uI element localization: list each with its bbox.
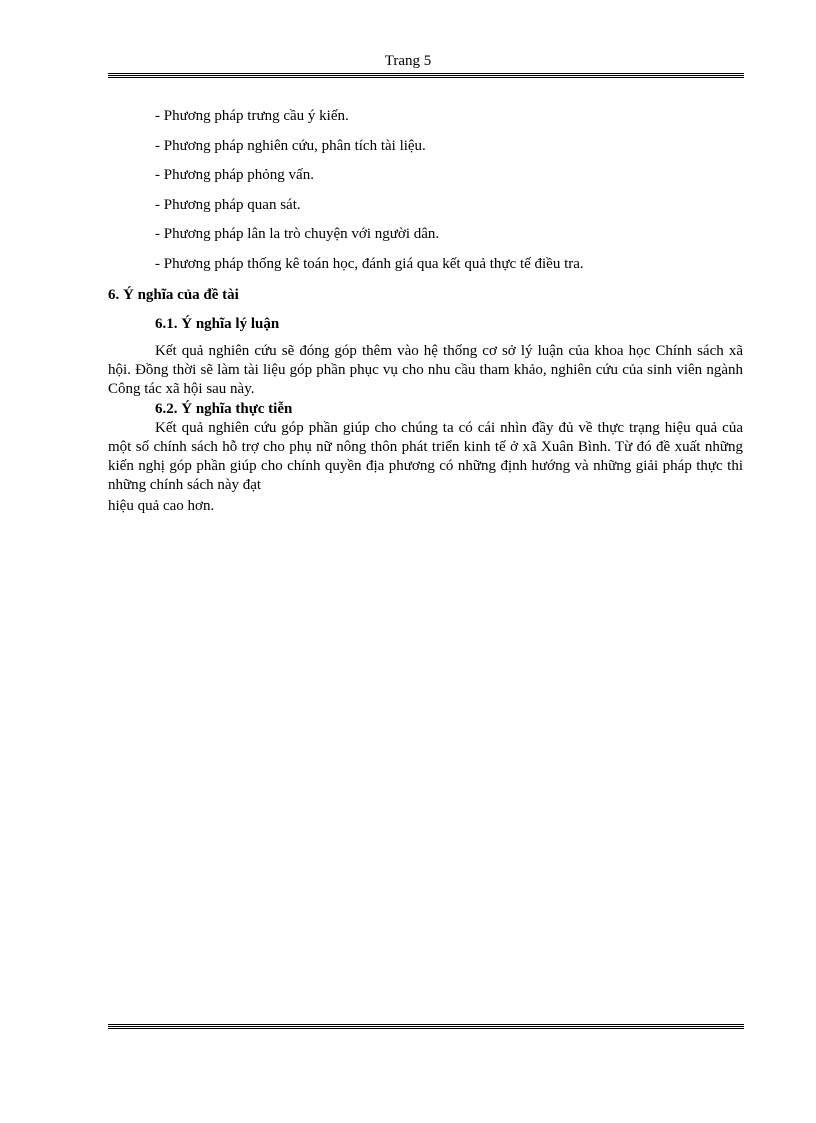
paragraph-practice: Kết quả nghiên cứu góp phần giúp cho chúng ta có cái nhìn đầy đủ về thực trạng hiệu quả của một số chính sách hỗ trợ cho phụ nữ nông thôn phát triển kinh tế ở xã Xuân Bình. Từ đó đề xuất những kiến nghị góp phần giúp cho chính quyền địa phương có những định hướng và những giải pháp thực thi những chính sách này đạt [108, 419, 743, 493]
method-item: - Phương pháp phỏng vấn. [155, 167, 314, 184]
paragraph-practice-tail: hiệu quả cao hơn. [108, 497, 215, 514]
subsection-heading-theory: 6.1. Ý nghĩa lý luận [155, 315, 280, 332]
paragraph-theory: Kết quả nghiên cứu sẽ đóng góp thêm vào hệ thống cơ sở lý luận của khoa học Chính sách xã hội. Đồng thời sẽ làm tài liệu góp phần phục vụ cho nhu cầu tham khảo, nghiên cứu của sinh viên ngành Công tác xã hội sau này. [108, 342, 743, 397]
header-rule [108, 73, 744, 78]
footer-rule [108, 1024, 744, 1029]
section-heading: 6. Ý nghĩa của đề tài [108, 286, 239, 303]
page-header [0, 52, 816, 70]
document-body [108, 102, 743, 518]
method-item: - Phương pháp nghiên cứu, phân tích tài liệu. [155, 137, 426, 154]
method-item: - Phương pháp lân la trò chuyện với người dân. [155, 226, 440, 243]
method-item: - Phương pháp trưng cầu ý kiến. [155, 108, 349, 124]
method-item: - Phương pháp thống kê toán học, đánh giá qua kết quả thực tế điều tra. [155, 255, 584, 272]
method-item: - Phương pháp quan sát. [155, 196, 301, 213]
page-number-label: Trang 5 [384, 53, 432, 69]
subsection-heading-practice: 6.2. Ý nghĩa thực tiễn [155, 400, 293, 417]
